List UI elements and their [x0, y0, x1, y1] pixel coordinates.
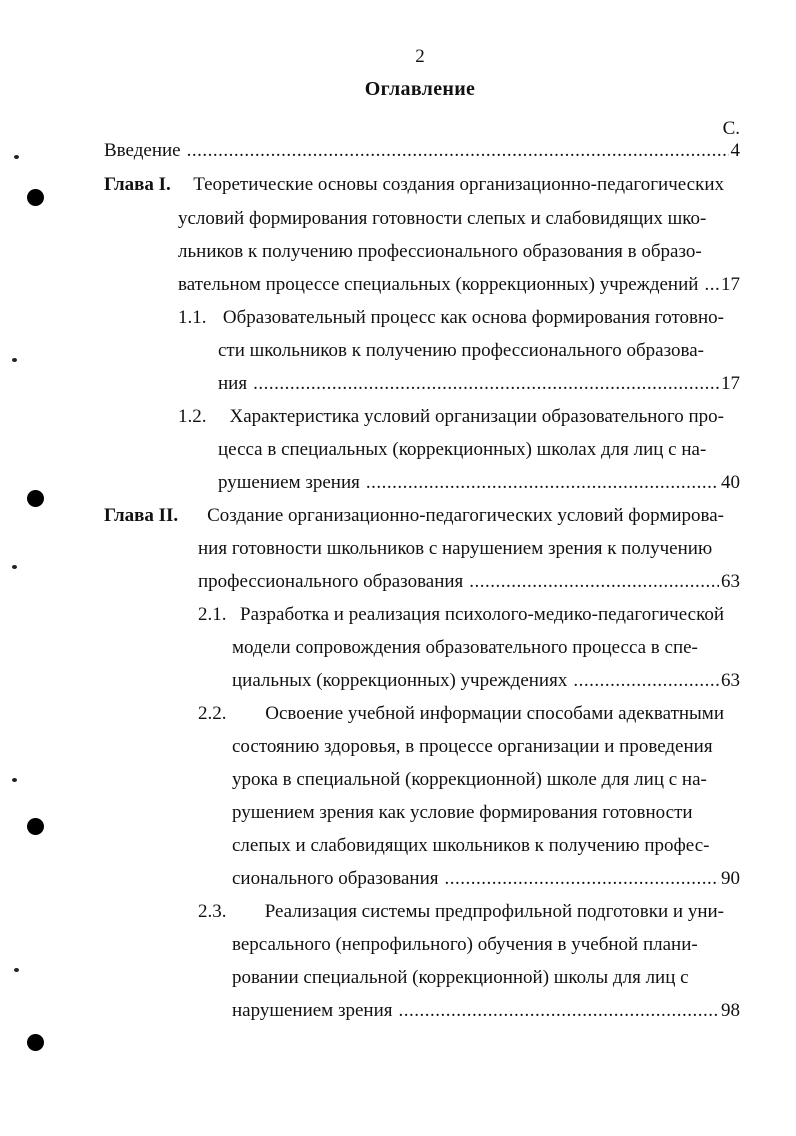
toc-chapter-text: Создание организационно-педагогических условий формирова-	[207, 505, 724, 526]
binder-hole	[27, 490, 44, 507]
toc-section-text: Реализация системы предпрофильной подготовки и уни-	[264, 901, 724, 922]
toc-section-text: модели сопровождения образовательного процесса в спе-	[232, 637, 698, 658]
toc-page-number: 17	[721, 373, 740, 394]
toc-chapter-line	[198, 571, 740, 593]
toc-section-line	[232, 934, 724, 956]
toc-chapter-text: льников к получению профессионального образования в образо-	[178, 241, 702, 262]
binder-hole	[27, 818, 44, 835]
toc-page-number: 63	[721, 670, 740, 691]
toc-section-text: ровании специальной (коррекционной) школы для лиц с	[232, 967, 689, 988]
scan-speck	[12, 358, 17, 362]
toc-section-line	[232, 637, 724, 659]
binder-hole	[27, 1034, 44, 1051]
leader-dots	[469, 571, 719, 593]
toc-section-line	[232, 1000, 740, 1022]
toc-section-text: Характеристика условий организации образовательного про-	[229, 406, 724, 427]
scan-speck	[14, 968, 19, 972]
page-column-header: С.	[722, 118, 740, 139]
section-number: 2.3.	[198, 901, 227, 922]
toc-section-line	[232, 802, 724, 824]
toc-section-text: рушением зрения	[218, 472, 360, 493]
toc-section-text: версального (непрофильного) обучения в учебной плани-	[232, 934, 698, 955]
toc-section-line	[218, 340, 724, 362]
toc-section-line	[232, 835, 724, 857]
chapter-label: Глава II.	[104, 505, 179, 526]
toc-section-line	[232, 769, 724, 791]
toc-chapter-text: условий формирования готовности слепых и слабовидящих шко-	[178, 208, 707, 229]
leader-dots	[398, 1000, 719, 1022]
toc-chapter-text: вательном процессе специальных (коррекционных) учреждений	[178, 274, 699, 295]
toc-section-line	[232, 868, 740, 890]
leader-dots	[187, 140, 729, 162]
toc-chapter-line	[178, 208, 724, 230]
scan-speck	[12, 778, 17, 782]
toc-section-line	[178, 406, 724, 428]
page-number: 2	[415, 46, 425, 67]
toc-section-text: Освоение учебной информации способами адекватными	[265, 703, 724, 724]
toc-section-line	[218, 373, 740, 395]
toc-entry-title: Введение	[104, 140, 181, 161]
leader-dots	[366, 472, 719, 494]
page-title: Оглавление	[364, 78, 476, 100]
toc-page-number: 4	[730, 140, 740, 161]
leader-dots	[253, 373, 719, 395]
toc-section-text: сти школьников к получению профессионального образова-	[218, 340, 704, 361]
toc-chapter-line	[104, 174, 724, 196]
leader-dots	[573, 670, 719, 692]
toc-entry-intro	[104, 140, 740, 162]
toc-section-text: нарушением зрения	[232, 1000, 393, 1021]
toc-section-text: Разработка и реализация психолого-медико-педагогической	[240, 604, 724, 625]
toc-page-number: 17	[721, 274, 740, 295]
toc-page-number: 90	[721, 868, 740, 889]
toc-section-line	[232, 967, 724, 989]
toc-section-text: циальных (коррекционных) учреждениях	[232, 670, 568, 691]
toc-section-line	[198, 703, 724, 725]
section-number: 1.2.	[178, 406, 207, 427]
toc-section-line	[232, 736, 724, 758]
toc-chapter-line	[178, 241, 724, 263]
section-number: 1.1.	[178, 307, 207, 328]
scan-speck	[12, 565, 17, 569]
toc-section-text: урока в специальной (коррекционной) школе для лиц с на-	[232, 769, 707, 790]
toc-section-text: слепых и слабовидящих школьников к получению профес-	[232, 835, 710, 856]
section-number: 2.2.	[198, 703, 227, 724]
toc-section-text: рушением зрения как условие формирования готовности	[232, 802, 693, 823]
toc-chapter-line	[198, 538, 724, 560]
scan-speck	[14, 155, 19, 159]
toc-chapter-text: профессионального образования	[198, 571, 464, 592]
toc-section-line	[178, 307, 724, 329]
toc-section-text: Образовательный процесс как основа формирования готовно-	[222, 307, 724, 328]
toc-page-number: 98	[721, 1000, 740, 1021]
toc-chapter-line	[178, 274, 740, 296]
chapter-label: Глава I.	[104, 174, 171, 195]
leader-dots	[704, 274, 719, 296]
toc-section-line	[232, 670, 740, 692]
toc-section-line	[218, 472, 740, 494]
leader-dots	[444, 868, 719, 890]
toc-page-number: 40	[721, 472, 740, 493]
section-number: 2.1.	[198, 604, 227, 625]
toc-chapter-line	[104, 505, 724, 527]
toc-section-line	[198, 604, 724, 626]
toc-section-line	[198, 901, 724, 923]
toc-section-text: цесса в специальных (коррекционных) школах для лиц с на-	[218, 439, 707, 460]
toc-section-text: сионального образования	[232, 868, 439, 889]
toc-chapter-text: ния готовности школьников с нарушением зрения к получению	[198, 538, 713, 559]
toc-section-text: состоянию здоровья, в процессе организации и проведения	[232, 736, 713, 757]
binder-hole	[27, 189, 44, 206]
toc-section-text: ния	[218, 373, 248, 394]
toc-page-number: 63	[721, 571, 740, 592]
toc-section-line	[218, 439, 724, 461]
toc-chapter-text: Теоретические основы создания организационно-педагогических	[193, 174, 724, 195]
